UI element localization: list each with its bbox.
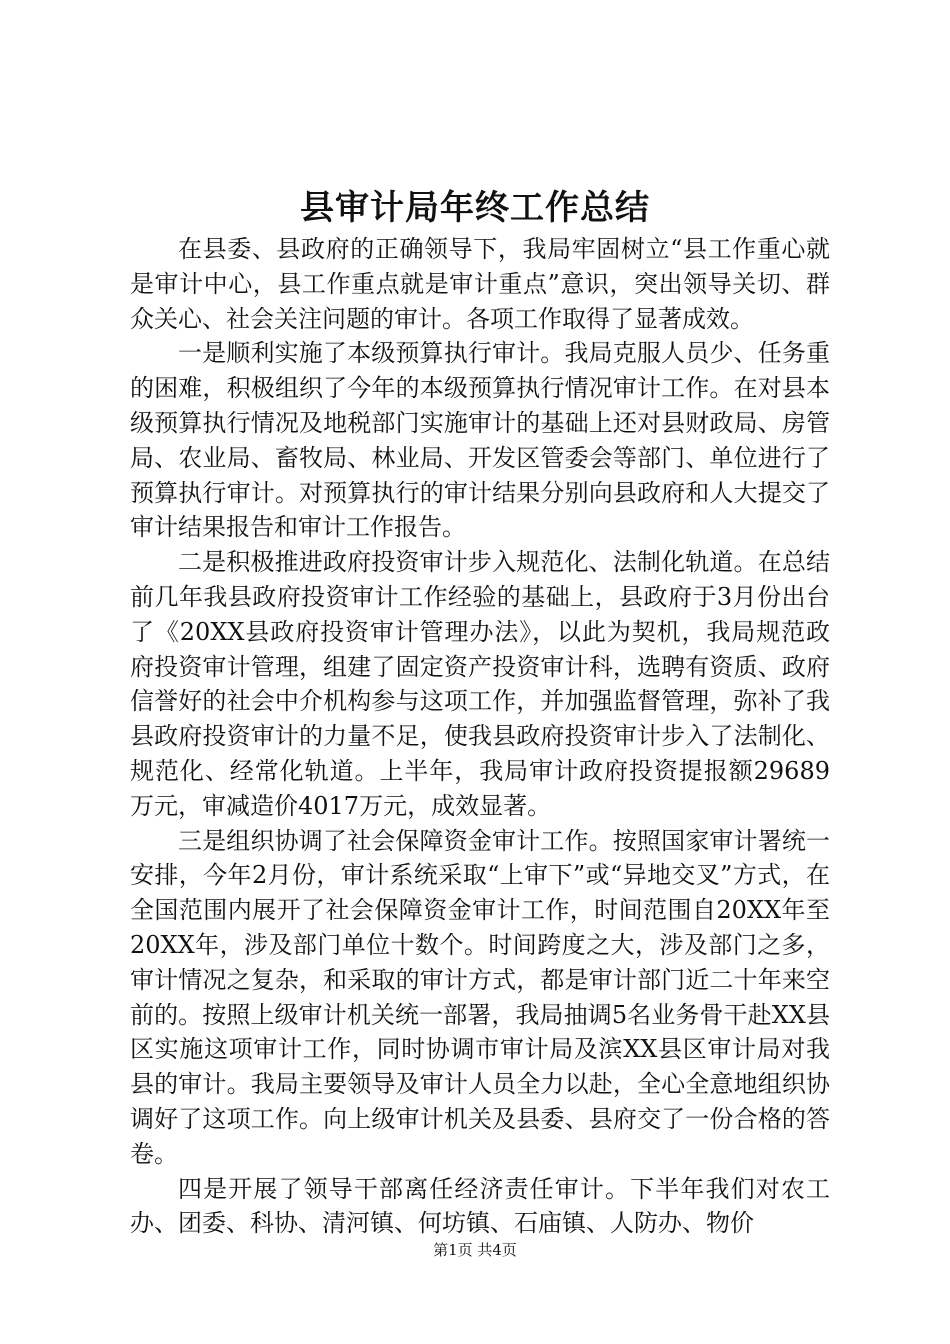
paragraph-leadership-audit: 四是开展了领导干部离任经济责任审计。下半年我们对农工办、团委、科协、清河镇、何坊镇、石庙镇、人防办、物价 [130,1174,830,1238]
document-title: 县审计局年终工作总结 [300,188,650,228]
paragraph-budget-audit: 一是顺利实施了本级预算执行审计。我局克服人员少、任务重的困难，积极组织了今年的本级预算执行情况审计工作。在对县本级预算执行情况及地税部门实施审计的基础上还对县财政局、房管局、农业局、畜牧局、林业局、开发区管委会等部门、单位进行了预算执行审计。对预算执行的审计结果分别向县政府和人大提交了审计结果报告和审计工作报告。 [130,339,830,542]
page-footer: 第1页 共4页 [433,1241,517,1259]
paragraph-intro: 在县委、县政府的正确领导下，我局牢固树立“县工作重心就是审计中心，县工作重点就是审计重点”意识，突出领导关切、群众关心、社会关注问题的审计。各项工作取得了显著成效。 [130,235,830,333]
paragraph-investment-audit: 二是积极推进政府投资审计步入规范化、法制化轨道。在总结前几年我县政府投资审计工作经验的基础上，县政府于3月份出台了《20XX县政府投资审计管理办法》，以此为契机，我局规范政府投资审计管理，组建了固定资产投资审计科，选聘有资质、政府信誉好的社会中介机构参与这项工作，并加强监督管理，弥补了我县政府投资审计的力量不足，使我县政府投资审计步入了法制化、规范化、经常化轨道。上半年，我局审计政府投资提报额29689万元，审减造价4017万元，成效显著。 [130,548,830,820]
paragraph-social-security-audit: 三是组织协调了社会保障资金审计工作。按照国家审计署统一安排，今年2月份，审计系统采取“上审下”或“异地交叉”方式，在全国范围内展开了社会保障资金审计工作，时间范围自20XX年至20XX年，涉及部门单位十数个。时间跨度之大，涉及部门之多，审计情况之复杂，和采取的审计方式，都是审计部门近二十年来空前的。按照上级审计机关统一部署，我局抽调5名业务骨干赴XX县区实施这项审计工作，同时协调市审计局及滨XX县区审计局对我县的审计。我局主要领导及审计人员全力以赴，全心全意地组织协调好了这项工作。向上级审计机关及县委、县府交了一份合格的答卷。 [130,826,830,1168]
document-body [130,232,830,1241]
